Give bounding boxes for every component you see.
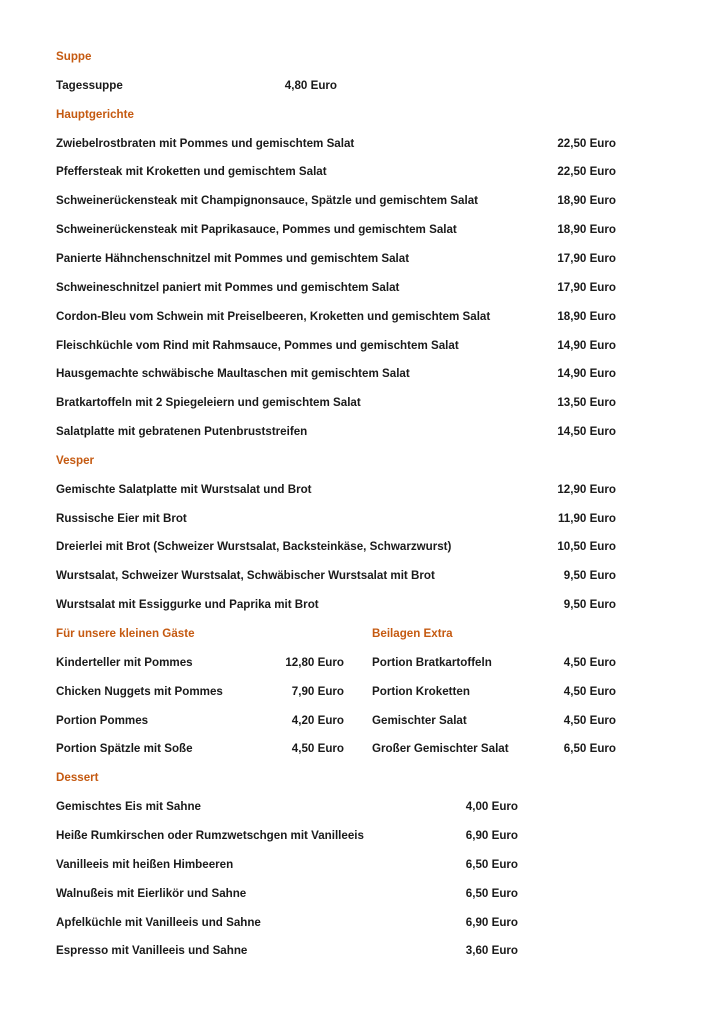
menu-item-name: Fleischküchle vom Rind mit Rahmsauce, Pommes und gemischtem Salat — [56, 338, 459, 352]
menu-item-price: 6,50 Euro — [465, 886, 518, 900]
menu-item-name: Schweinerückensteak mit Champignonsauce, Spätzle und gemischtem Salat — [56, 194, 479, 208]
menu-item-price: 4,50 Euro — [291, 742, 344, 756]
menu-item-price: 18,90 Euro — [557, 194, 616, 208]
menu-item-price: 17,90 Euro — [557, 280, 616, 294]
menu-item-name: Hausgemachte schwäbische Maultaschen mit gemischtem Salat — [56, 367, 410, 381]
menu-item-name: Großer Gemischter Salat — [372, 742, 509, 756]
menu-item-name: Portion Bratkartoffeln — [372, 655, 492, 669]
menu-item-name: Bratkartoffeln mit 2 Spiegeleiern und gemischtem Salat — [56, 396, 361, 410]
menu-item-price: 14,50 Euro — [557, 425, 616, 439]
menu-item-name: Portion Spätzle mit Soße — [56, 742, 193, 756]
section-heading-vesper: Vesper — [56, 453, 95, 467]
section-heading-beilagen: Beilagen Extra — [372, 627, 453, 640]
menu-item-name: Panierte Hähnchenschnitzel mit Pommes und gemischtem Salat — [56, 251, 410, 265]
menu-item-price: 6,90 Euro — [465, 828, 518, 842]
menu-item-price: 4,00 Euro — [465, 800, 518, 814]
menu-item-price: 4,50 Euro — [563, 684, 616, 698]
menu-item-price: 14,90 Euro — [557, 367, 616, 381]
section-heading-suppe: Suppe — [56, 50, 92, 63]
menu-item-name: Dreierlei mit Brot (Schweizer Wurstsalat, Backsteinkäse, Schwarzwurst) — [56, 540, 452, 554]
menu-item-price: 14,90 Euro — [557, 338, 616, 352]
menu-item-name: Portion Pommes — [56, 713, 149, 727]
menu-item-name: Vanilleeis mit heißen Himbeeren — [56, 857, 234, 871]
menu-item-name: Wurstsalat mit Essiggurke und Paprika mit Brot — [56, 598, 319, 612]
menu-item-price: 4,80 Euro — [284, 78, 337, 92]
menu-item-name: Gemischter Salat — [372, 713, 467, 727]
menu-item-price: 6,50 Euro — [563, 742, 616, 756]
menu-item-name: Espresso mit Vanilleeis und Sahne — [56, 944, 248, 958]
menu-item-price: 22,50 Euro — [557, 165, 616, 179]
menu-item-name: Cordon-Bleu vom Schwein mit Preiselbeeren, Kroketten und gemischtem Salat — [56, 309, 491, 323]
menu-item-price: 17,90 Euro — [557, 251, 616, 265]
menu-item-price: 13,50 Euro — [557, 396, 616, 410]
menu-item-name: Salatplatte mit gebratenen Putenbruststreifen — [56, 425, 308, 439]
menu-item-price: 4,50 Euro — [563, 655, 616, 669]
menu-item-name: Wurstsalat, Schweizer Wurstsalat, Schwäbischer Wurstsalat mit Brot — [56, 569, 435, 583]
menu-item-price: 4,50 Euro — [563, 713, 616, 727]
menu-item-price: 12,90 Euro — [557, 482, 616, 496]
menu-item-name: Pfeffersteak mit Kroketten und gemischtem Salat — [56, 165, 327, 179]
menu-item-name: Gemischte Salatplatte mit Wurstsalat und Brot — [56, 482, 312, 496]
menu-item-name: Chicken Nuggets mit Pommes — [56, 684, 223, 698]
section-heading-dessert: Dessert — [56, 771, 99, 785]
menu-item-name: Kinderteller mit Pommes — [56, 655, 193, 669]
menu-item-name: Walnußeis mit Eierlikör und Sahne — [56, 886, 247, 900]
menu-item-name: Schweinerückensteak mit Paprikasauce, Pommes und gemischtem Salat — [56, 223, 457, 237]
menu-item-name: Gemischtes Eis mit Sahne — [56, 800, 201, 814]
menu-item-name: Portion Kroketten — [372, 684, 470, 698]
menu-item-name: Tagessuppe — [56, 78, 123, 92]
menu-item-name: Apfelküchle mit Vanilleeis und Sahne — [56, 915, 261, 929]
section-heading-kinder: Für unsere kleinen Gäste — [56, 627, 195, 640]
menu-item-name: Heiße Rumkirschen oder Rumzwetschgen mit Vanilleeis — [56, 828, 364, 842]
menu-item-price: 18,90 Euro — [557, 223, 616, 237]
menu-item-price: 12,80 Euro — [285, 655, 344, 669]
menu-item-price: 9,50 Euro — [563, 569, 616, 583]
menu-item-price: 10,50 Euro — [557, 540, 616, 554]
menu-item-price: 11,90 Euro — [557, 511, 616, 525]
menu-item-price: 6,50 Euro — [465, 857, 518, 871]
menu-item-price: 3,60 Euro — [465, 944, 518, 958]
menu-item-price: 7,90 Euro — [291, 684, 344, 698]
menu-item-price: 18,90 Euro — [557, 309, 616, 323]
section-heading-hauptgerichte: Hauptgerichte — [56, 107, 134, 121]
menu-item-name: Russische Eier mit Brot — [56, 511, 187, 525]
menu-item-price: 4,20 Euro — [291, 713, 344, 727]
menu-item-name: Zwiebelrostbraten mit Pommes und gemischtem Salat — [56, 136, 355, 150]
menu-item-name: Schweineschnitzel paniert mit Pommes und gemischtem Salat — [56, 280, 400, 294]
menu-item-price: 22,50 Euro — [557, 136, 616, 150]
menu-item-price: 6,90 Euro — [465, 915, 518, 929]
menu-item-price: 9,50 Euro — [563, 598, 616, 612]
